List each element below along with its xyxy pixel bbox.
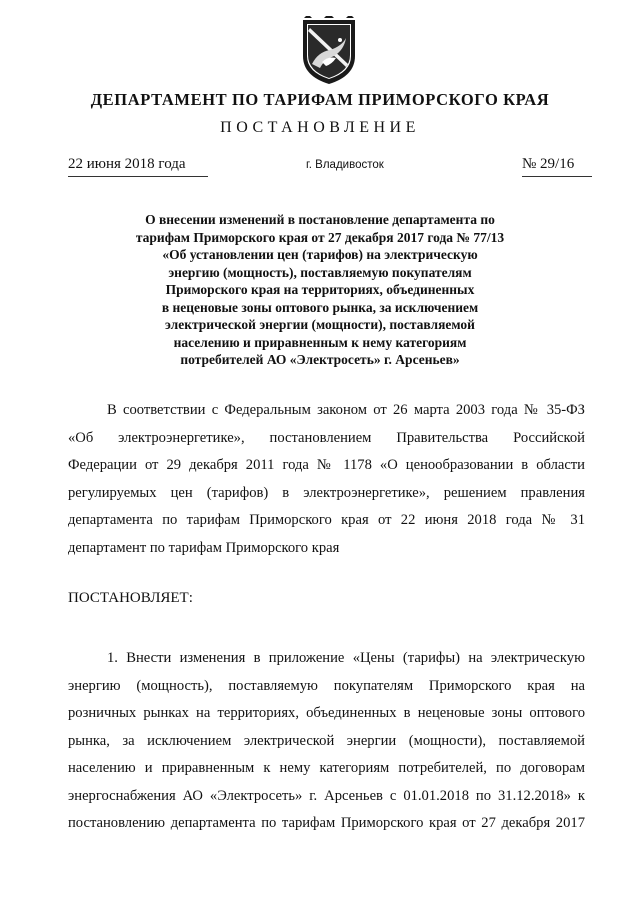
preamble-line: Федерации от 29 декабря 2011 года № 1178 «О ценообразовании в области [68,457,585,473]
subject-line: «Об установлении цен (тарифов) на электрическую [162,247,478,262]
item-line: населению и приравненным к нему категориям потребителей, по договорам [68,760,585,776]
item-line: розничных рынках на территориях, объединенных в неценовые зоны оптового [68,705,585,721]
preamble-paragraph [68,397,585,562]
document-number: № 29/16 [522,156,592,177]
subject-line: энергию (мощность), поставляемую покупателям [168,264,472,280]
item-1-paragraph [68,645,585,838]
item-line: энергию (мощность), поставляемую покупателям Приморского края на [68,677,585,694]
subject-line: Приморского края на территориях, объединенных [165,282,475,297]
decree-word: ПОСТАНОВЛЯЕТ: [68,590,193,606]
subject-line: О внесении изменений в постановление департамента по [145,212,495,227]
document-subject [110,211,530,369]
preamble-line: В соответствии с Федеральным законом от 26 марта 2003 года № 35-ФЗ [107,402,585,418]
preamble-line: департамента по тарифам Приморского края от 22 июня 2018 года № 31 [68,512,585,528]
subject-line: населению и приравненным к нему категориям [173,334,467,350]
coat-of-arms-emblem [300,16,358,86]
subject-line: электрической энергии (мощности), поставляемой [165,317,475,332]
item-line: 1. Внести изменения в приложение «Цены (тарифы) на электрическую [107,650,585,666]
item-line: рынка, за исключением электрической энергии (мощности), поставляемой [68,732,585,749]
subject-line: тарифам Приморского края от 27 декабря 2017 года № 77/13 [135,229,505,245]
document-type: ПОСТАНОВЛЕНИЕ [220,119,420,136]
document-date: 22 июня 2018 года [68,156,208,177]
item-line: постановлению департамента по тарифам Приморского края от 27 декабря 2017 [68,815,585,831]
document-city: г. Владивосток [306,159,384,171]
subject-line: в неценовые зоны оптового рынка, за исключением [161,299,479,315]
preamble-line: «Об электроэнергетике», постановлением Правительства Российской [68,429,585,446]
preamble-line: регулируемых цен (тарифов) в электроэнергетике», решением правления [68,484,585,501]
department-title: ДЕПАРТАМЕНТ ПО ТАРИФАМ ПРИМОРСКОГО КРАЯ [90,90,550,109]
item-line: энергоснабжения АО «Электросеть» г. Арсеньев с 01.01.2018 по 31.12.2018» к [68,787,585,804]
preamble-line: департамент по тарифам Приморского края [68,539,340,556]
subject-line: потребителей АО «Электросеть» г. Арсеньев» [180,352,460,367]
